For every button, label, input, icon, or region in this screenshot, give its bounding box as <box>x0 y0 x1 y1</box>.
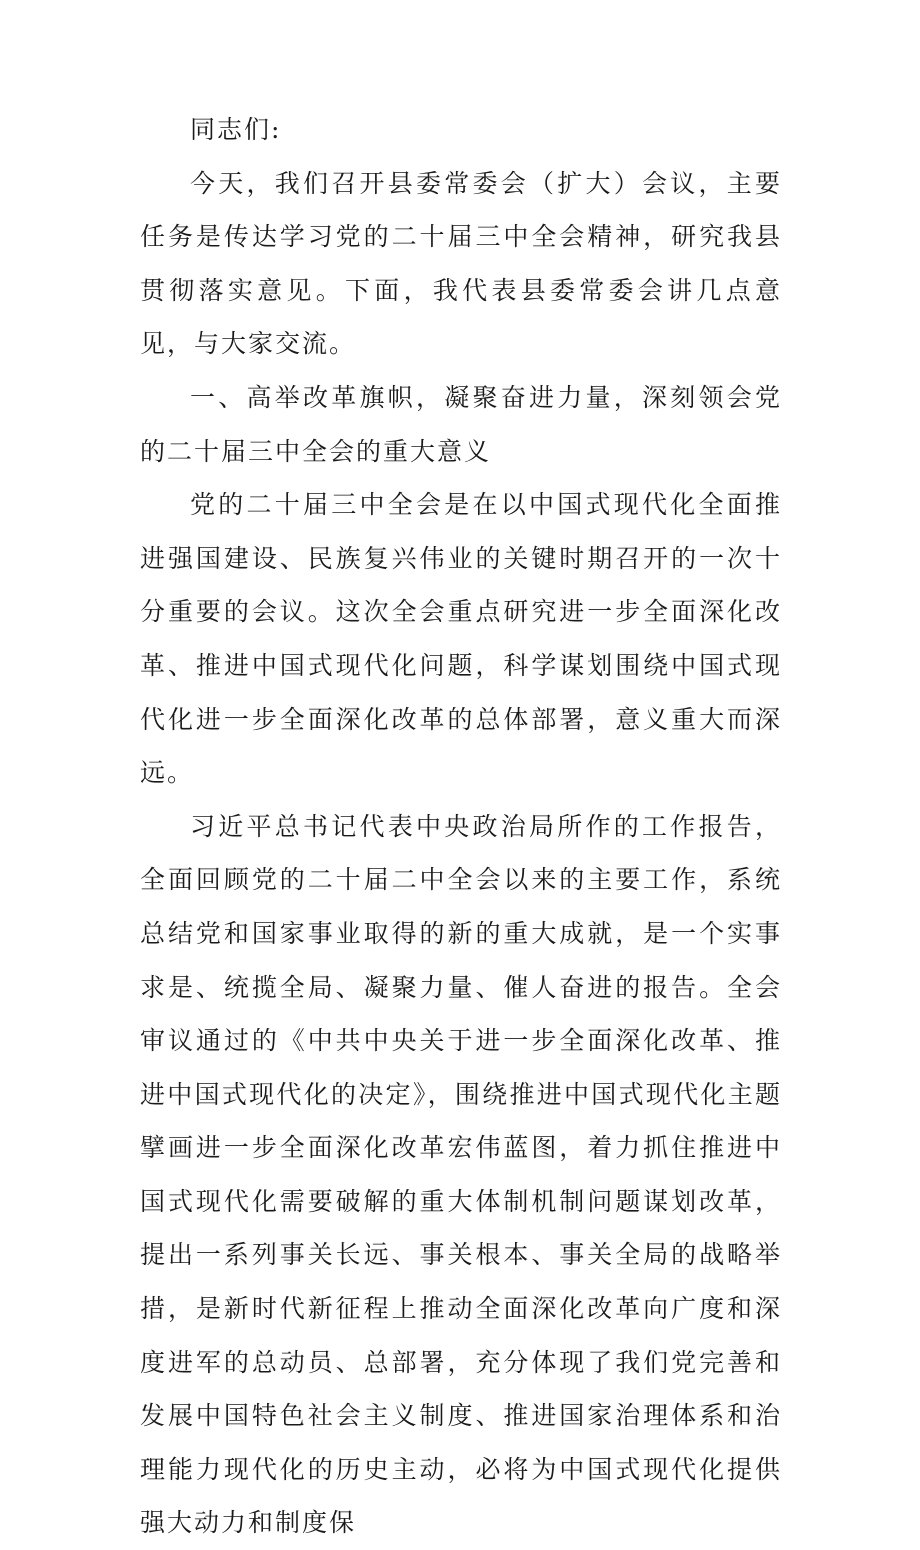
greeting: 同志们: <box>190 115 282 144</box>
paragraph-intro: 今天，我们召开县委常委会（扩大）会议，主要任务是传达学习党的二十届三中全会精神，研究我县贯彻落实意见。下面，我代表县委常委会讲几点意见，与大家交流。 <box>140 168 782 359</box>
paragraph-work-report: 习近平总书记代表中央政治局所作的工作报告，全面回顾党的二十届二中全会以来的主要工作，系统总结党和国家事业取得的新的重大成就，是一个实事求是、统揽全局、凝聚力量、催人奋进的报告。全会审议通过的《中共中央关于进一步全面深化改革、推进中国式现代化的决定》，围绕推进中国式现代化主题擘画进一步全面深化改革宏伟蓝图，着力抓住推进中国式现代化需要破解的重大体制机制问题谋划改革，提出一系列事关长远、事关根本、事关全局的战略举措，是新时代新征程上推动全面深化改革向广度和深度进军的总动员、总部署，充分体现了我们党完善和发展中国特色社会主义制度、推进国家治理体系和治理能力现代化的历史主动，必将为中国式现代化提供强大动力和制度保 <box>140 811 782 1538</box>
paragraph-plenum-significance: 党的二十届三中全会是在以中国式现代化全面推进强国建设、民族复兴伟业的关键时期召开的一次十分重要的会议。这次全会重点研究进一步全面深化改革、推进中国式现代化问题，科学谋划围绕中国式现代化进一步全面深化改革的总体部署，意义重大而深远。 <box>140 490 782 788</box>
section-heading-1: 一、高举改革旗帜，凝聚奋进力量，深刻领会党的二十届三中全会的重大意义 <box>140 382 782 466</box>
document-body <box>140 103 782 1550</box>
